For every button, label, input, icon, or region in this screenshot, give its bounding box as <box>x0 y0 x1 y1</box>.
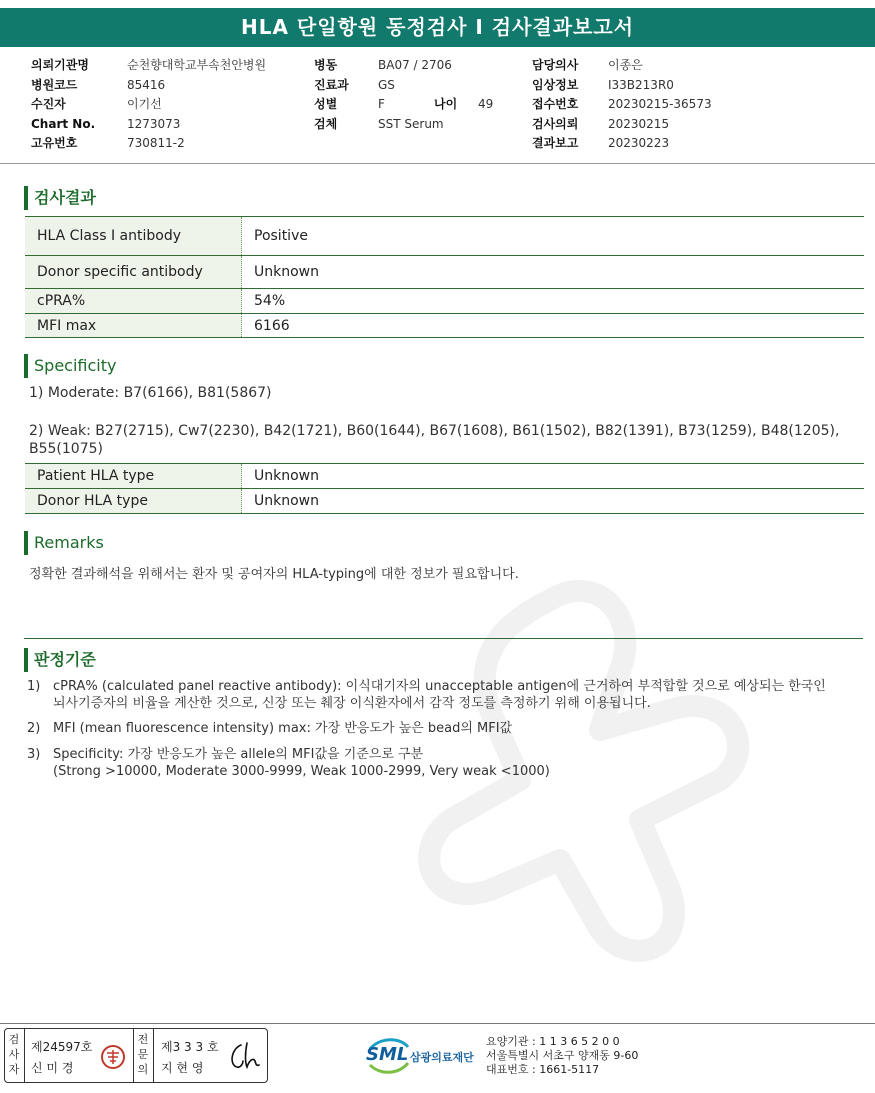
org-code: 요양기관 : 1 1 3 6 5 2 0 0 <box>486 1035 620 1048</box>
info-column-2 <box>314 56 493 134</box>
org-name: 삼광의료재단 <box>410 1051 474 1064</box>
specialist-number: 제3 3 3 호 <box>161 1040 219 1054</box>
criteria-number: 3) <box>27 747 41 762</box>
remarks-text: 정확한 결과해석을 위해서는 환자 및 공여자의 HLA-typing에 대한 정보가 필요합니다. <box>29 567 519 582</box>
info-value: 이종은 <box>608 58 643 72</box>
criteria-item <box>27 678 826 712</box>
divider <box>24 1029 25 1082</box>
result-value: Positive <box>242 217 865 256</box>
org-location: 서울특별시 서초구 양재동 9-60 <box>486 1049 639 1062</box>
criteria-line: Specificity: 가장 반응도가 높은 allele의 MFI값을 기준으로 구분 <box>53 747 424 762</box>
divider <box>133 1029 134 1082</box>
results-section-title: 검사결과 <box>24 186 96 210</box>
criteria-line: cPRA% (calculated panel reactive antibody): 이식대기자의 unacceptable antigen에 근거하여 부적합할 것으로 예상되는 한국인 <box>53 679 826 694</box>
info-value: 730811-2 <box>127 136 185 150</box>
info-value: 20230215 <box>608 116 670 131</box>
age-label: 나이 <box>434 97 458 111</box>
info-value: GS <box>378 77 395 92</box>
info-label: 접수번호 <box>532 97 579 111</box>
divider <box>153 1029 154 1082</box>
sml-logo <box>366 1035 474 1079</box>
criteria-item <box>27 720 512 737</box>
criteria-section-title: 판정기준 <box>24 648 96 672</box>
criteria-number: 1) <box>27 679 41 694</box>
specialist-label: 전 문 의 <box>137 1033 149 1076</box>
result-value: Unknown <box>242 256 865 289</box>
examiner-name: 신 미 경 <box>31 1061 74 1075</box>
info-value: 20230223 <box>608 136 670 150</box>
table-row <box>25 489 864 514</box>
org-phone: 대표번호 : 1661-5117 <box>486 1063 600 1076</box>
info-value: 20230215-36573 <box>608 97 712 111</box>
table-row <box>25 217 864 256</box>
criteria-line: 뇌사기증자의 비율을 계산한 것으로, 신장 또는 췌장 이식환자에서 감작 정도를 측정하기 위해 이용됩니다. <box>53 696 651 711</box>
criteria-line: (Strong >10000, Moderate 3000-9999, Weak 1000-2999, Very weak <1000) <box>53 764 550 779</box>
specificity-moderate: 1) Moderate: B7(6166), B81(5867) <box>29 385 272 401</box>
info-column-1 <box>31 56 266 154</box>
info-label: 의뢰기관명 <box>31 58 89 72</box>
hla-label: Patient HLA type <box>25 464 242 489</box>
info-label: Chart No. <box>31 116 96 131</box>
info-value: 이기선 <box>127 97 162 111</box>
examiner-label: 검 사 자 <box>8 1033 20 1076</box>
info-value: 1273073 <box>127 116 181 131</box>
info-label: 수진자 <box>31 97 66 111</box>
age-value: 49 <box>478 97 494 111</box>
criteria-item <box>27 746 550 780</box>
specificity-section-title: Specificity <box>24 354 116 378</box>
signature-box <box>4 1028 268 1083</box>
org-address <box>486 1035 638 1077</box>
hla-type-table <box>25 463 864 514</box>
divider <box>0 163 875 164</box>
criteria-number: 2) <box>27 721 41 736</box>
hla-value: Unknown <box>242 464 865 489</box>
info-value: 85416 <box>127 77 166 92</box>
results-table <box>25 216 864 338</box>
result-label: Donor specific antibody <box>25 256 242 289</box>
specificity-weak-line2: B55(1075) <box>29 441 103 457</box>
info-column-3 <box>532 56 712 154</box>
watermark-cross-graphic <box>340 560 875 1040</box>
table-row <box>25 464 864 489</box>
report-title: HLA 단일항원 동정검사 I 검사결과보고서 <box>0 8 875 47</box>
info-label: 병원코드 <box>31 77 78 92</box>
info-label: 결과보고 <box>532 136 579 150</box>
info-label: 병동 <box>314 58 338 72</box>
info-label: 검사의뢰 <box>532 116 579 131</box>
footer <box>0 1023 875 1093</box>
result-label: MFI max <box>25 314 242 338</box>
examiner-number: 제24597호 <box>31 1040 93 1054</box>
hla-value: Unknown <box>242 489 865 514</box>
info-label: 고유번호 <box>31 136 78 150</box>
info-value: SST Serum <box>378 116 444 131</box>
remarks-section-title: Remarks <box>24 531 104 555</box>
signature-icon <box>223 1039 263 1073</box>
info-label: 성별 <box>314 97 338 111</box>
seal-stamp-icon <box>100 1044 126 1070</box>
info-label: 담당의사 <box>532 58 579 72</box>
info-label: 임상정보 <box>532 77 579 92</box>
criteria-line: MFI (mean fluorescence intensity) max: 가장 반응도가 높은 bead의 MFI값 <box>53 721 513 736</box>
result-value: 6166 <box>242 314 865 338</box>
info-label: 진료과 <box>314 77 349 92</box>
sml-logo-text: SML <box>366 1044 409 1065</box>
info-value: F <box>378 97 385 111</box>
table-row <box>25 314 864 338</box>
info-value: 순천향대학교부속천안병원 <box>127 58 267 72</box>
info-value: I33B213R0 <box>608 77 674 92</box>
divider <box>24 638 863 639</box>
result-label: cPRA% <box>25 289 242 314</box>
specialist-name: 지 현 영 <box>161 1061 204 1075</box>
result-value: 54% <box>242 289 865 314</box>
table-row <box>25 289 864 314</box>
hla-label: Donor HLA type <box>25 489 242 514</box>
info-value: BA07 / 2706 <box>378 58 452 72</box>
info-label: 검체 <box>314 116 338 131</box>
table-row <box>25 256 864 289</box>
result-label: HLA Class I antibody <box>25 217 242 256</box>
specificity-weak-line1: 2) Weak: B27(2715), Cw7(2230), B42(1721), B60(1644), B67(1608), B61(1502), B82(1391), B73(1259), B48(1205), <box>29 423 840 439</box>
